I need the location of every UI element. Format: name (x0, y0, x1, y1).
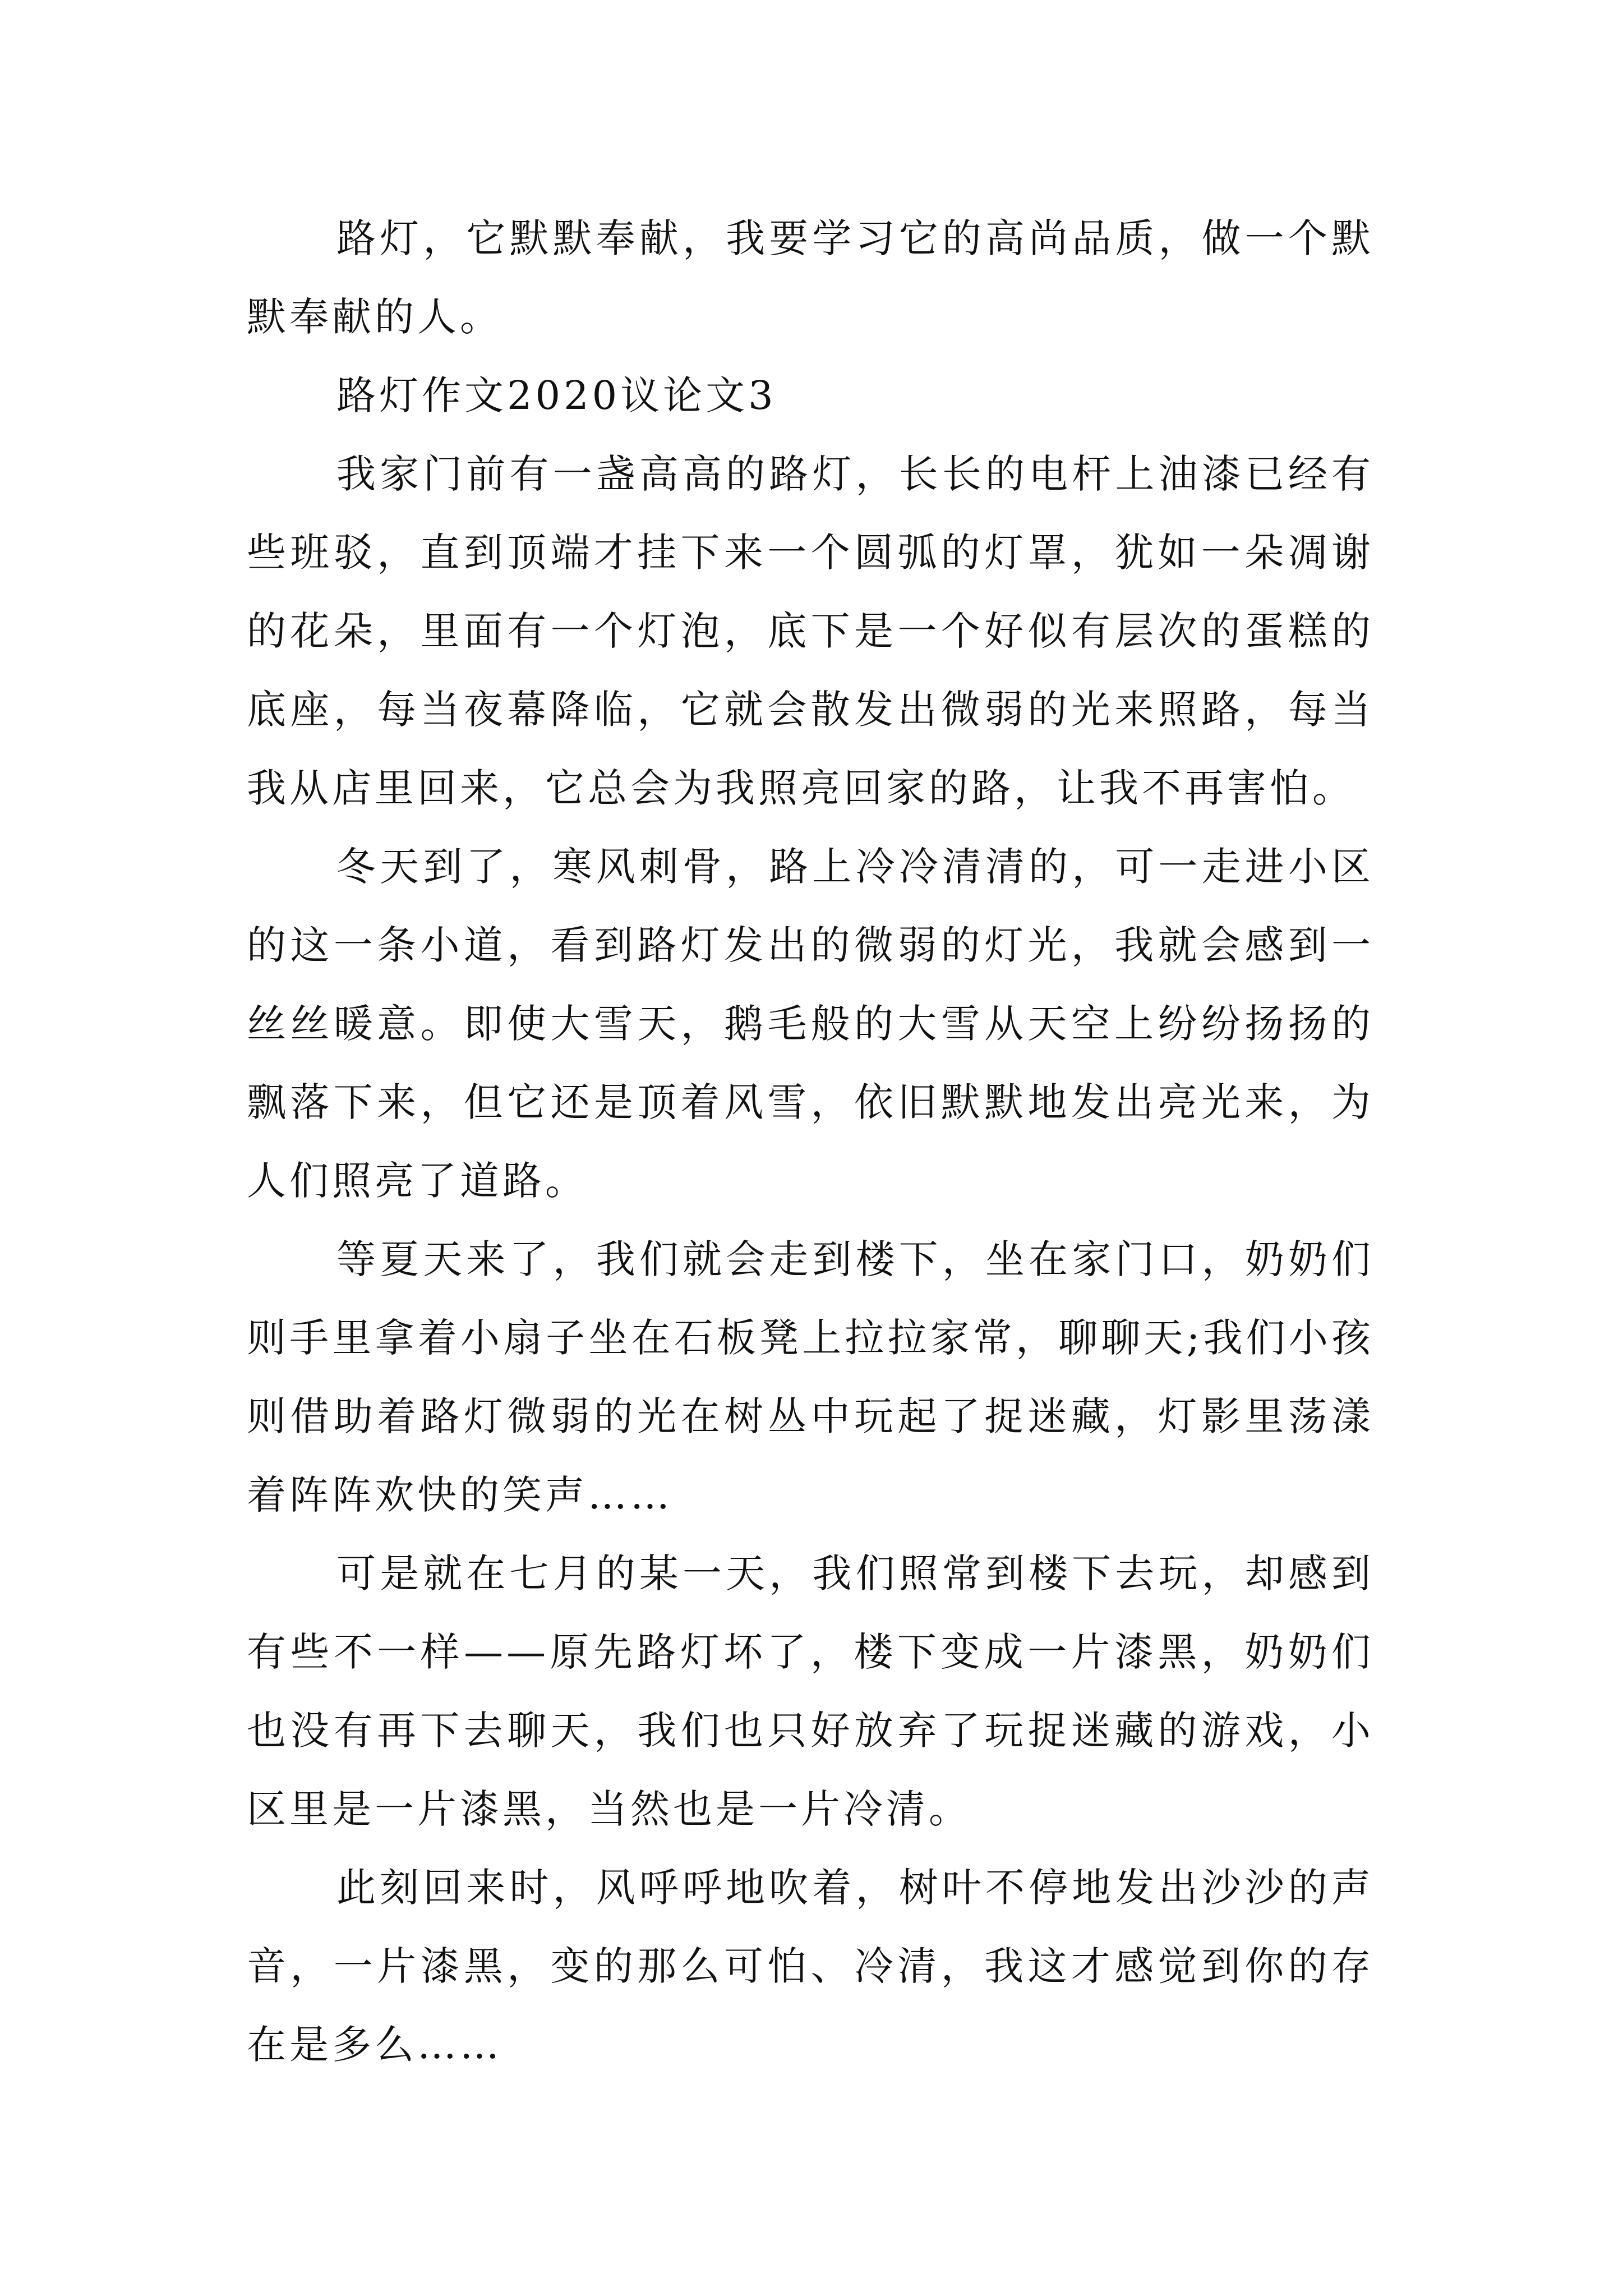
paragraph-streetlamp-description: 我家门前有一盏高高的路灯，长长的电杆上油漆已经有些班驳，直到顶端才挂下来一个圆弧的灯罩，犹如一朵凋谢的花朵，里面有一个灯泡，底下是一个好似有层次的蛋糕的底座，每当夜幕降临，它就会散发出微弱的光来照路，每当我从店里回来，它总会为我照亮回家的路，让我不再害怕。 (247, 451, 1374, 811)
paragraph-winter: 冬天到了，寒风刺骨，路上冷冷清清的，可一走进小区的这一条小道，看到路灯发出的微弱的灯光，我就会感到一丝丝暖意。即使大雪天，鹅毛般的大雪从天空上纷纷扬扬的飘落下来，但它还是顶着风雪，依旧默默地发出亮光来，为人们照亮了道路。 (247, 844, 1374, 1204)
paragraph-july: 可是就在七月的某一天，我们照常到楼下去玩，却感到有些不一样——原先路灯坏了，楼下变成一片漆黑，奶奶们也没有再下去聊天，我们也只好放弃了玩捉迷藏的游戏，小区里是一片漆黑，当然也是一片冷清。 (247, 1550, 1374, 1832)
section-heading: 路灯作文2020议论文3 (336, 372, 777, 418)
document-body (247, 199, 1374, 2084)
paragraph-closing: 路灯，它默默奉献，我要学习它的高尚品质，做一个默默奉献的人。 (247, 215, 1374, 340)
paragraph-summer: 等夏天来了，我们就会走到楼下，坐在家门口，奶奶们则手里拿着小扇子坐在石板凳上拉拉家常，聊聊天;我们小孩则借助着路灯微弱的光在树丛中玩起了捉迷藏，灯影里荡漾着阵阵欢快的笑声…… (247, 1236, 1374, 1518)
paragraph-ending: 此刻回来时，风呼呼地吹着，树叶不停地发出沙沙的声音，一片漆黑，变的那么可怕、冷清，我这才感觉到你的存在是多么…… (247, 1865, 1374, 2068)
